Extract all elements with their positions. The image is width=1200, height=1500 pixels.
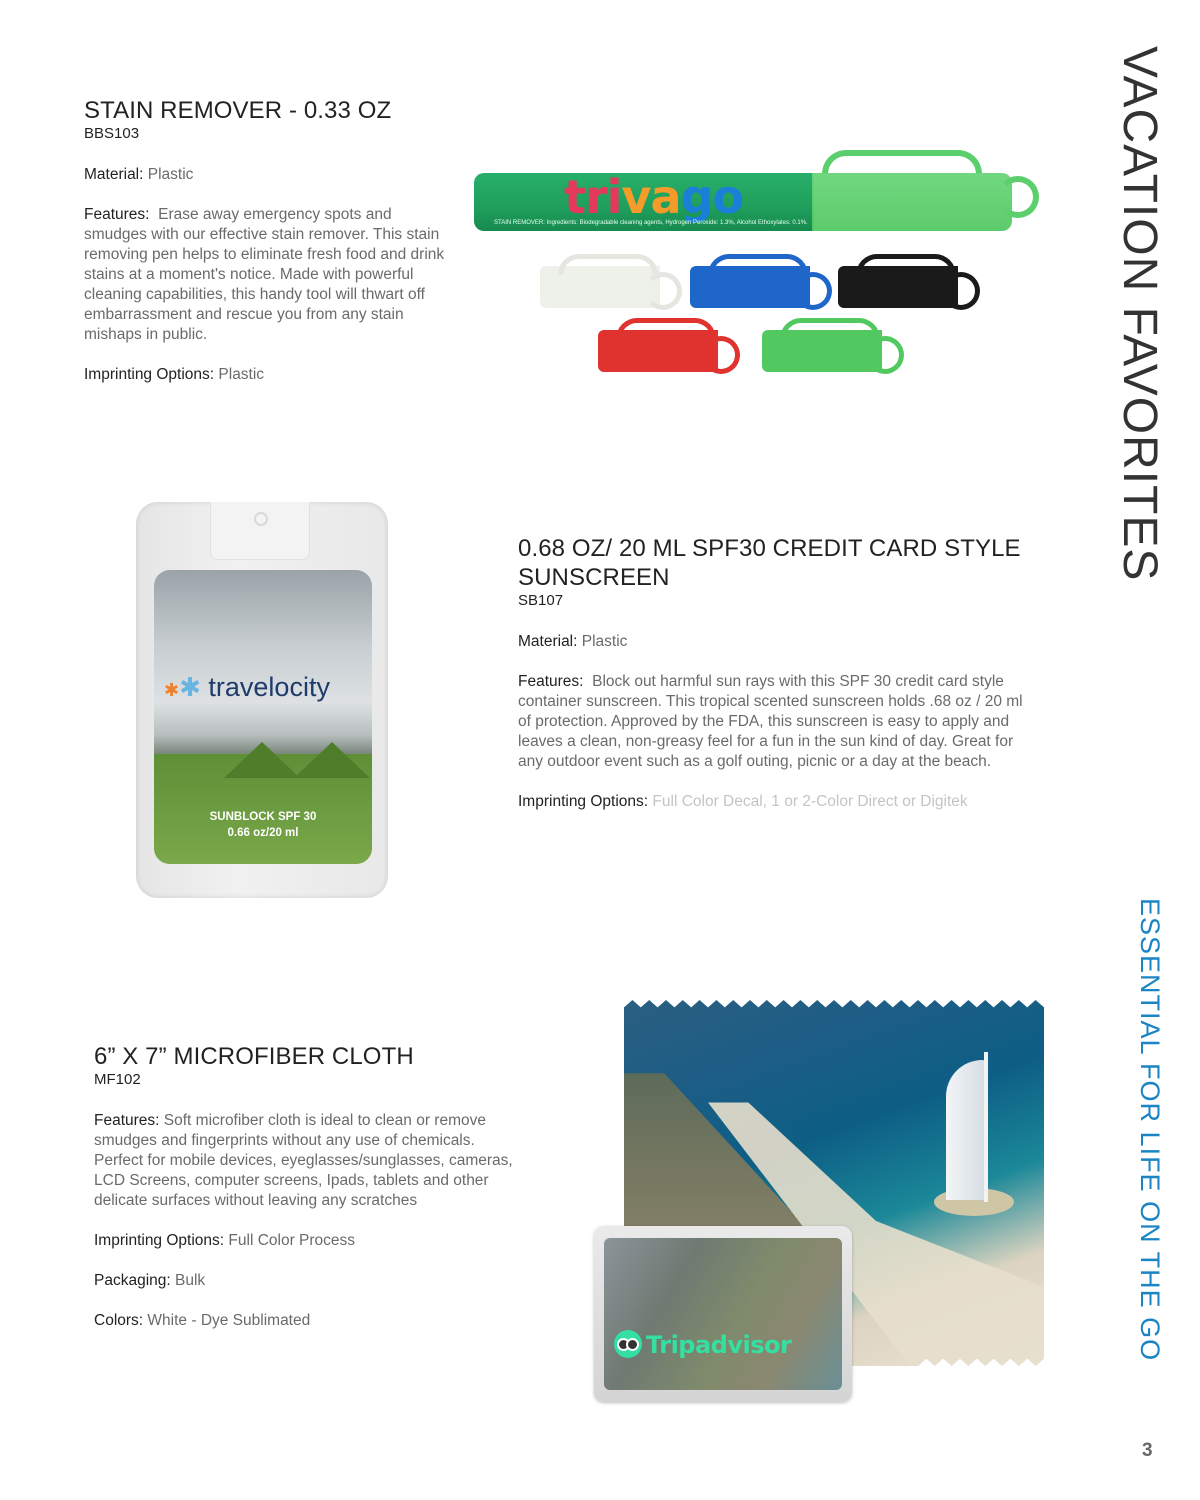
features-label: Features: xyxy=(84,206,150,223)
packaging-value: Bulk xyxy=(175,1272,206,1289)
colors-field xyxy=(94,1311,524,1331)
imprinting-label: Imprinting Options: xyxy=(518,793,649,810)
product-sunscreen xyxy=(518,534,1038,832)
features-value: Soft microfiber cloth is ideal to clean or remove smudges and fingerprints without any use of chemicals. Perfect for mobile devices, eyeglasses/sunglasses, cameras, LCD Screens, computer screens, Ipads, tablets and other delicate surfaces without leaving any scratches xyxy=(94,1112,513,1209)
hotel-mast xyxy=(984,1052,988,1202)
product-title: 0.68 OZ/ 20 ML SPF30 CREDIT CARD STYLE SUNSCREEN xyxy=(518,535,1021,591)
product-sku: BBS103 xyxy=(84,125,140,142)
imprinting-value: Plastic xyxy=(218,366,265,383)
stain-pen-image xyxy=(472,146,1042,236)
imprinting-value: Full Color Decal, 1 or 2-Color Direct or Digitek xyxy=(652,793,968,810)
nozzle-icon xyxy=(254,512,268,526)
sprayer-top xyxy=(210,502,310,560)
features-field xyxy=(84,205,454,345)
section-title: VACATION FAVORITES xyxy=(1113,46,1166,582)
features-field xyxy=(94,1111,524,1211)
cap-clear-swatch xyxy=(540,266,660,308)
features-label: Features: xyxy=(94,1112,160,1129)
cap-blue-swatch xyxy=(690,266,810,308)
imprinting-label: Imprinting Options: xyxy=(84,366,215,383)
imprinting-field xyxy=(84,365,454,385)
sunscreen-card-image xyxy=(136,502,388,898)
trivago-logo: trivago xyxy=(564,170,744,224)
owl-icon xyxy=(614,1330,642,1358)
cap-red-swatch xyxy=(598,330,718,372)
material-label: Material: xyxy=(518,633,578,650)
section-subtitle: ESSENTIAL FOR LIFE ON THE GO xyxy=(1135,898,1165,1362)
cap-green-swatch xyxy=(762,330,882,372)
product-microfiber-cloth xyxy=(94,1042,524,1351)
product-title: 6” X 7” MICROFIBER CLOTH xyxy=(94,1043,414,1070)
star-icon: ✱ xyxy=(164,680,180,700)
cloth-pouch-image xyxy=(594,1226,852,1402)
sail-hotel xyxy=(946,1060,986,1200)
imprinting-label: Imprinting Options: xyxy=(94,1232,225,1249)
imprinting-field xyxy=(94,1231,524,1251)
cap-black-swatch xyxy=(838,266,958,308)
material-field xyxy=(84,165,454,185)
label-line-2: 0.66 oz/20 ml xyxy=(227,827,299,839)
pen-ingredients-label: STAIN REMOVER: Ingredients: Biodegradable cleaning agents, Hydrogen Peroxide: 1.3%, Alcohol Ethoxylates: 0.1%. xyxy=(494,220,808,226)
pen-cap xyxy=(812,173,1012,231)
travelocity-logo: ✱✱ travelocity xyxy=(164,672,330,702)
colors-label: Colors: xyxy=(94,1312,144,1329)
material-value: Plastic xyxy=(147,166,194,183)
features-label: Features: xyxy=(518,673,584,690)
pouch-aerial-photo xyxy=(604,1238,842,1390)
imprinting-field xyxy=(518,792,1038,812)
features-value: Erase away emergency spots and smudges with our effective stain remover. This stain removing pen helps to eliminate fresh food and drink stains at a moment's notice. Made with powerful cleaning capabilities, this handy tool will thwart off embarrassment and rescue you from any stain mishaps in public. xyxy=(84,206,445,343)
page-number: 3 xyxy=(1142,1440,1153,1461)
star-icon: ✱ xyxy=(179,672,201,702)
material-value: Plastic xyxy=(581,633,628,650)
house-icon xyxy=(294,742,370,778)
packaging-field xyxy=(94,1271,524,1291)
colors-value: White - Dye Sublimated xyxy=(147,1312,311,1329)
label-line-1: SUNBLOCK SPF 30 xyxy=(209,811,317,823)
packaging-label: Packaging: xyxy=(94,1272,171,1289)
material-field xyxy=(518,632,1038,652)
sunscreen-label xyxy=(154,570,372,864)
product-sku: SB107 xyxy=(518,592,564,609)
features-value: Block out harmful sun rays with this SPF 30 credit card style container sunscreen. This tropical scented sunscreen holds .68 oz / 20 ml of protection. Approved by the FDA, this sunscreen is easy to apply and leaves a clean, non-greasy feel for a fun in the sun kind of day. Great for any outdoor event such as a golf outing, picnic or a day at the beach. xyxy=(518,673,1023,770)
product-sku: MF102 xyxy=(94,1071,141,1088)
imprinting-value: Full Color Process xyxy=(228,1232,356,1249)
house-icon xyxy=(224,742,300,778)
features-field xyxy=(518,672,1038,772)
tripadvisor-logo: Tripadvisor xyxy=(614,1330,791,1359)
material-label: Material: xyxy=(84,166,144,183)
product-stain-remover xyxy=(84,96,454,405)
product-title: STAIN REMOVER - 0.33 OZ xyxy=(84,97,392,124)
pen-clip xyxy=(822,150,982,174)
pen-loop xyxy=(997,176,1039,218)
